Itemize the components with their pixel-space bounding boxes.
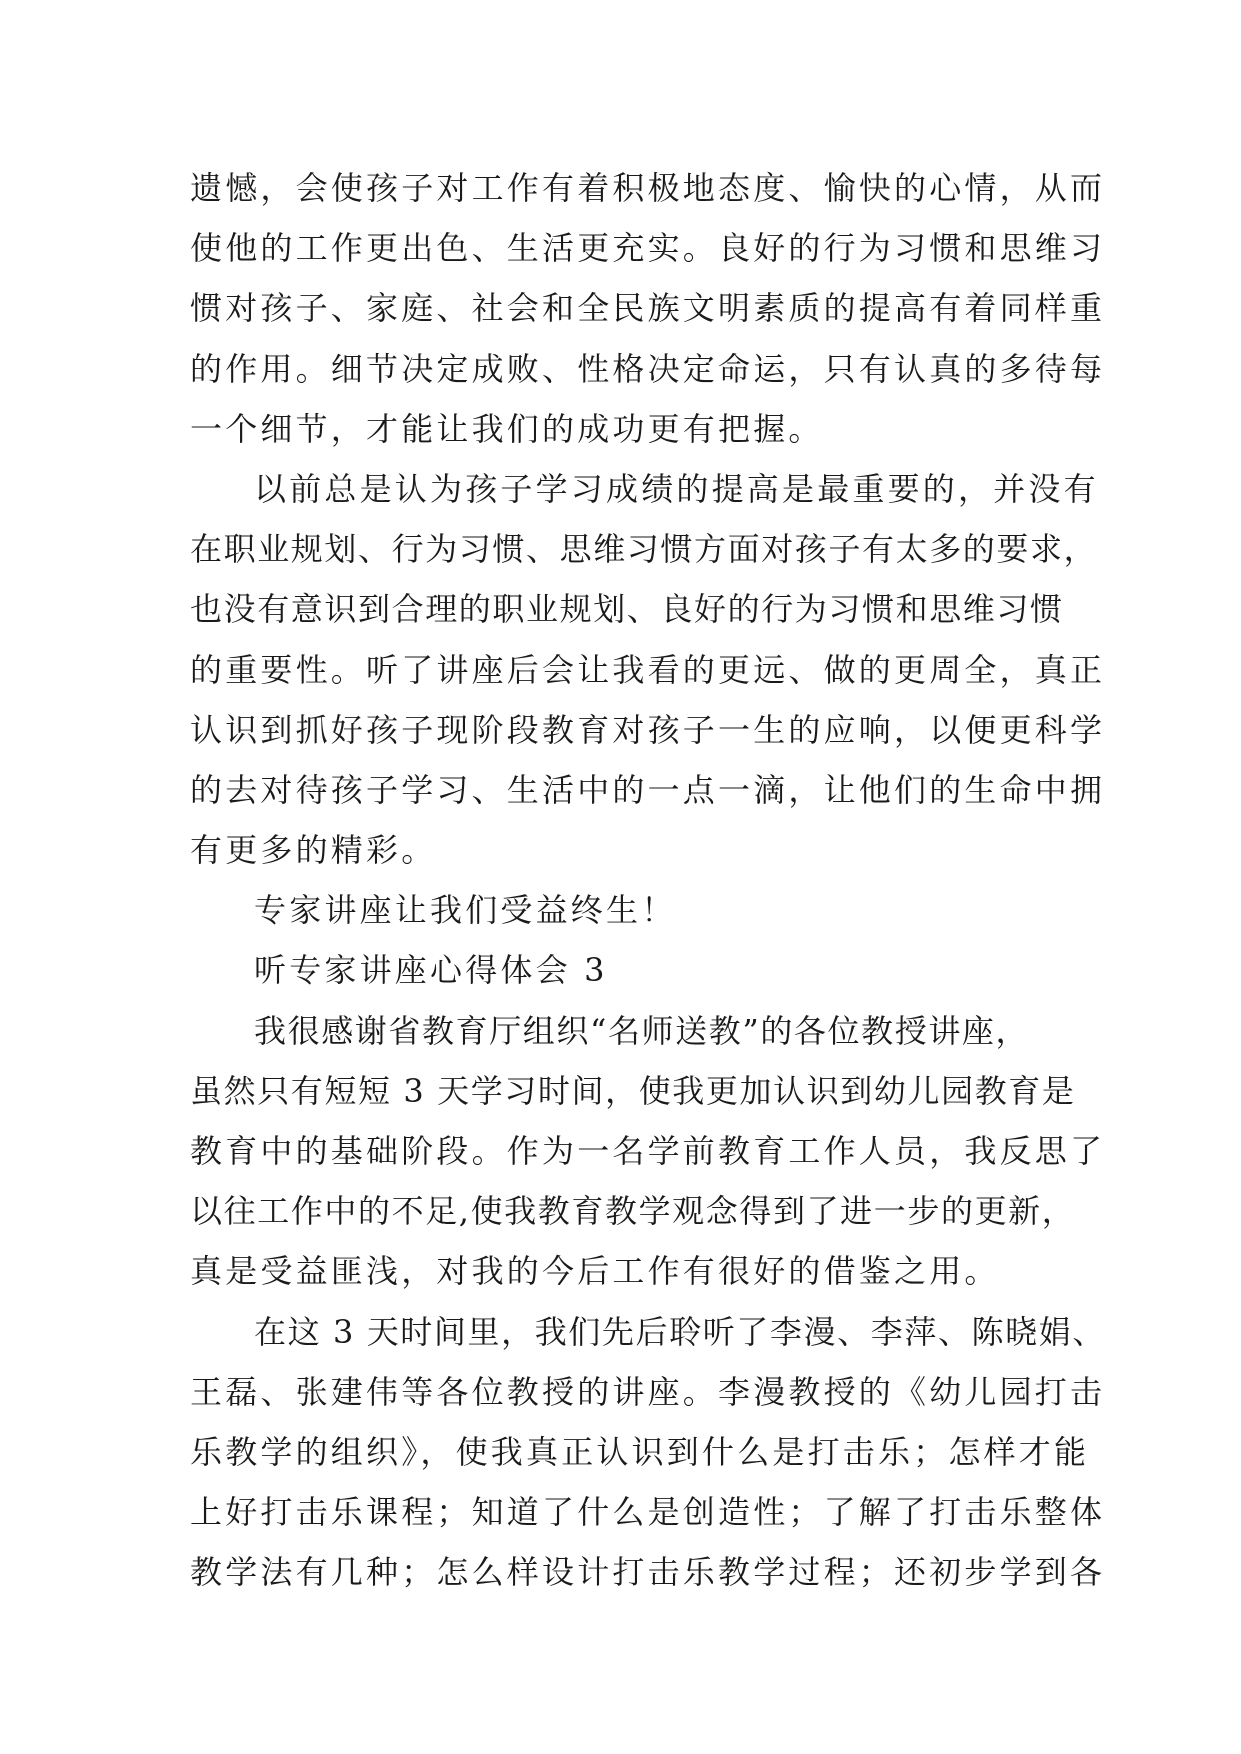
text-line: 认识到抓好孩子现阶段教育对孩子一生的应响，以便更科学 (190, 710, 1106, 749)
text-line: 虽然只有短短 3 天学习时间，使我更加认识到幼儿园教育是 (190, 1071, 1076, 1110)
text-line: 遗憾，会使孩子对工作有着积极地态度、愉快的心情，从而 (190, 169, 1106, 207)
text-line: 有更多的精彩。 (190, 831, 437, 870)
text-line: 的作用。细节决定成败、性格决定命运，只有认真的多待每 (190, 349, 1106, 388)
paragraph-start-line: 在这 3 天时间里，我们先后聆听了李漫、李萍、陈晓娟、 (254, 1312, 1106, 1351)
paragraph-start-line: 以前总是认为孩子学习成绩的提高是最重要的，并没有 (254, 469, 1099, 508)
text-line: 教学法有几种；怎么样设计打击乐教学过程；还初步学到各 (190, 1553, 1106, 1592)
document-body (190, 158, 1106, 1603)
text-line: 的重要性。听了讲座后会让我看的更远、做的更周全，真正 (190, 650, 1106, 689)
text-line: 惯对孩子、家庭、社会和全民族文明素质的提高有着同样重 (190, 289, 1106, 328)
section-heading: 听专家讲座心得体会 3 (254, 951, 608, 990)
text-line: 以往工作中的不足,使我教育教学观念得到了进一步的更新， (190, 1192, 1076, 1231)
text-line: 也没有意识到合理的职业规划、良好的行为习惯和思维习惯 (190, 590, 1064, 629)
text-line: 真是受益匪浅，对我的今后工作有很好的借鉴之用。 (190, 1252, 1000, 1291)
text-line: 在职业规划、行为习惯、思维习惯方面对孩子有太多的要求， (190, 530, 1098, 569)
text-line: 乐教学的组织》，使我真正认识到什么是打击乐；怎样才能 (190, 1432, 1090, 1471)
text-line: 王磊、张建伟等各位教授的讲座。李漫教授的《幼儿园打击 (190, 1372, 1106, 1411)
text-line: 教育中的基础阶段。作为一名学前教育工作人员，我反思了 (190, 1132, 1106, 1170)
paragraph-start-line: 我很感谢省教育厅组织“名师送教”的各位教授讲座， (254, 1011, 1030, 1050)
text-line: 一个细节，才能让我们的成功更有把握。 (190, 409, 824, 448)
text-line: 上好打击乐课程；知道了什么是创造性；了解了打击乐整体 (190, 1493, 1106, 1532)
closing-statement: 专家讲座让我们受益终生！ (254, 891, 677, 930)
text-line: 使他的工作更出色、生活更充实。良好的行为习惯和思维习 (190, 229, 1106, 268)
text-line: 的去对待孩子学习、生活中的一点一滴，让他们的生命中拥 (190, 770, 1106, 809)
